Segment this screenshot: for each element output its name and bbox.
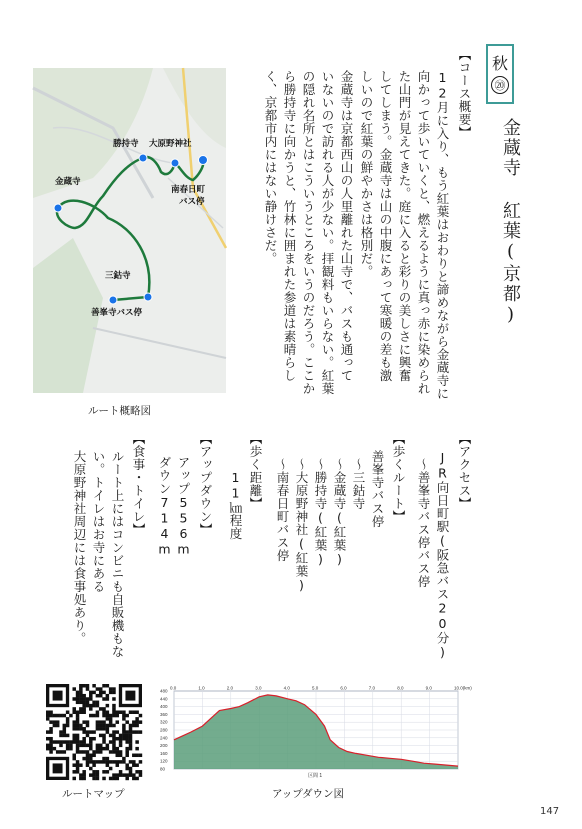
overview-line: 向かって歩いていくと、燃えるように真っ赤に染められ [416,70,431,395]
access-heading: 【アクセス】 [457,432,472,510]
overview-line: た山門が見えてきた。庭に入ると彩りの美しさに興奮 [397,70,412,382]
distance-value: 11㎞程度 [228,470,243,540]
map-label-shojiji: 勝持寺 [113,138,139,148]
x-tick-label: 9.0 [425,685,432,691]
y-tick-label: 80 [160,766,166,772]
qr-caption: ルートマップ [62,788,125,800]
overview-line: しいので紅葉の鮮やかさは格別だ。 [359,70,374,278]
y-tick-label: 200 [160,743,168,749]
y-tick-label: 160 [160,750,168,756]
route-line: ～大原野神社(紅葉) [294,458,309,593]
x-tick-label: 5.0 [312,685,319,691]
y-tick-label: 480 [160,688,168,694]
season-label: 秋 [491,53,508,73]
season-tag [486,44,514,104]
route-map [33,68,226,393]
map-label-yoshiminedera-bus: 善峯寺バス停 [91,307,143,317]
x-tick-label: 8.0 [397,685,404,691]
route-line: ～南春日町バス停 [275,458,290,562]
map-label-konzoji: 金蔵寺 [55,176,81,186]
updown-heading: 【アップダウン】 [198,432,213,536]
food-line: ルート上にはコンビニも自販機もな [110,450,125,658]
x-tick-label: 6.0 [340,685,347,691]
x-tick-label: 10.0(km) [454,685,472,691]
route-line: ～勝持寺(紅葉) [313,458,328,567]
page-title: 金蔵寺 紅葉(京都) [500,118,521,327]
food-line: い。トイレはお寺にある [91,450,106,593]
y-tick-label: 240 [160,735,168,741]
x-tick-label: 2.0 [226,685,234,691]
map-label-minami-kasuga: 南春日町 [171,184,206,194]
x-tick-label: 4.0 [283,685,290,691]
y-tick-label: 280 [160,727,168,733]
overview-line: 12月に入り、もう紅葉はおわりと諦めながら金蔵寺に [435,70,450,400]
overview-line: ら勝持寺に向かうと、竹林に囲まれた参道は素晴らし [282,70,297,382]
x-tick-label: 7.0 [368,685,376,691]
y-tick-label: 360 [160,711,168,717]
overview-line: く、京都市内にはない静けさだ。 [263,70,278,265]
y-tick-label: 440 [160,696,168,702]
page-number: 147 [540,806,560,817]
route-line: ～金蔵寺(紅葉) [332,458,347,567]
route-heading: 【歩くルート】 [391,432,406,523]
updown-line: アップ556m [176,456,191,557]
route-map-graphic [33,68,226,393]
x-tick-label: 3.0 [255,685,262,691]
map-label-bus-stop: バス停 [179,196,205,206]
map-label-sankoji: 三鈷寺 [105,270,131,280]
course-number: ⑳ [491,76,509,94]
food-line: 大原野神社周辺には食事処あり。 [72,450,87,645]
food-heading: 【食事・トイレ】 [131,432,146,536]
access-line: ～善峯寺バス停バス停 [416,458,431,588]
overview-heading: 【コース概要】 [457,48,472,139]
access-line: JR向日町駅(阪急バス20分) [435,450,450,660]
y-tick-label: 120 [160,758,168,764]
updown-line: ダウン714m [157,456,172,557]
overview-line: 金蔵寺は京都西山の人里離れた山寺で、バスも通って [339,70,354,382]
profile-footer-label: 区間 1 [308,773,323,779]
map-caption: ルート概略図 [88,405,151,417]
y-tick-label: 320 [160,719,168,725]
qr-code[interactable] [46,684,142,780]
overview-line: の隠れ名所とはこういうところをいうのだろう。ここか [301,70,316,395]
route-line: ～三鈷寺 [351,458,366,510]
x-tick-label: 0.0 [170,685,177,691]
elevation-profile [158,685,472,780]
profile-caption: アップダウン図 [272,788,345,800]
route-line: 善峯寺バス停 [370,450,385,528]
overview-line: いないので訪れる人が少ない。拝観料もいらない。紅葉 [320,70,335,395]
overview-line: してしまう。金蔵寺は山の中腹にあって寒暖の差も激 [378,70,393,382]
y-tick-label: 400 [160,704,168,710]
x-tick-label: 1.0 [198,685,205,691]
map-label-oharano: 大原野神社 [149,138,192,148]
distance-heading: 【歩く距離】 [248,432,263,510]
